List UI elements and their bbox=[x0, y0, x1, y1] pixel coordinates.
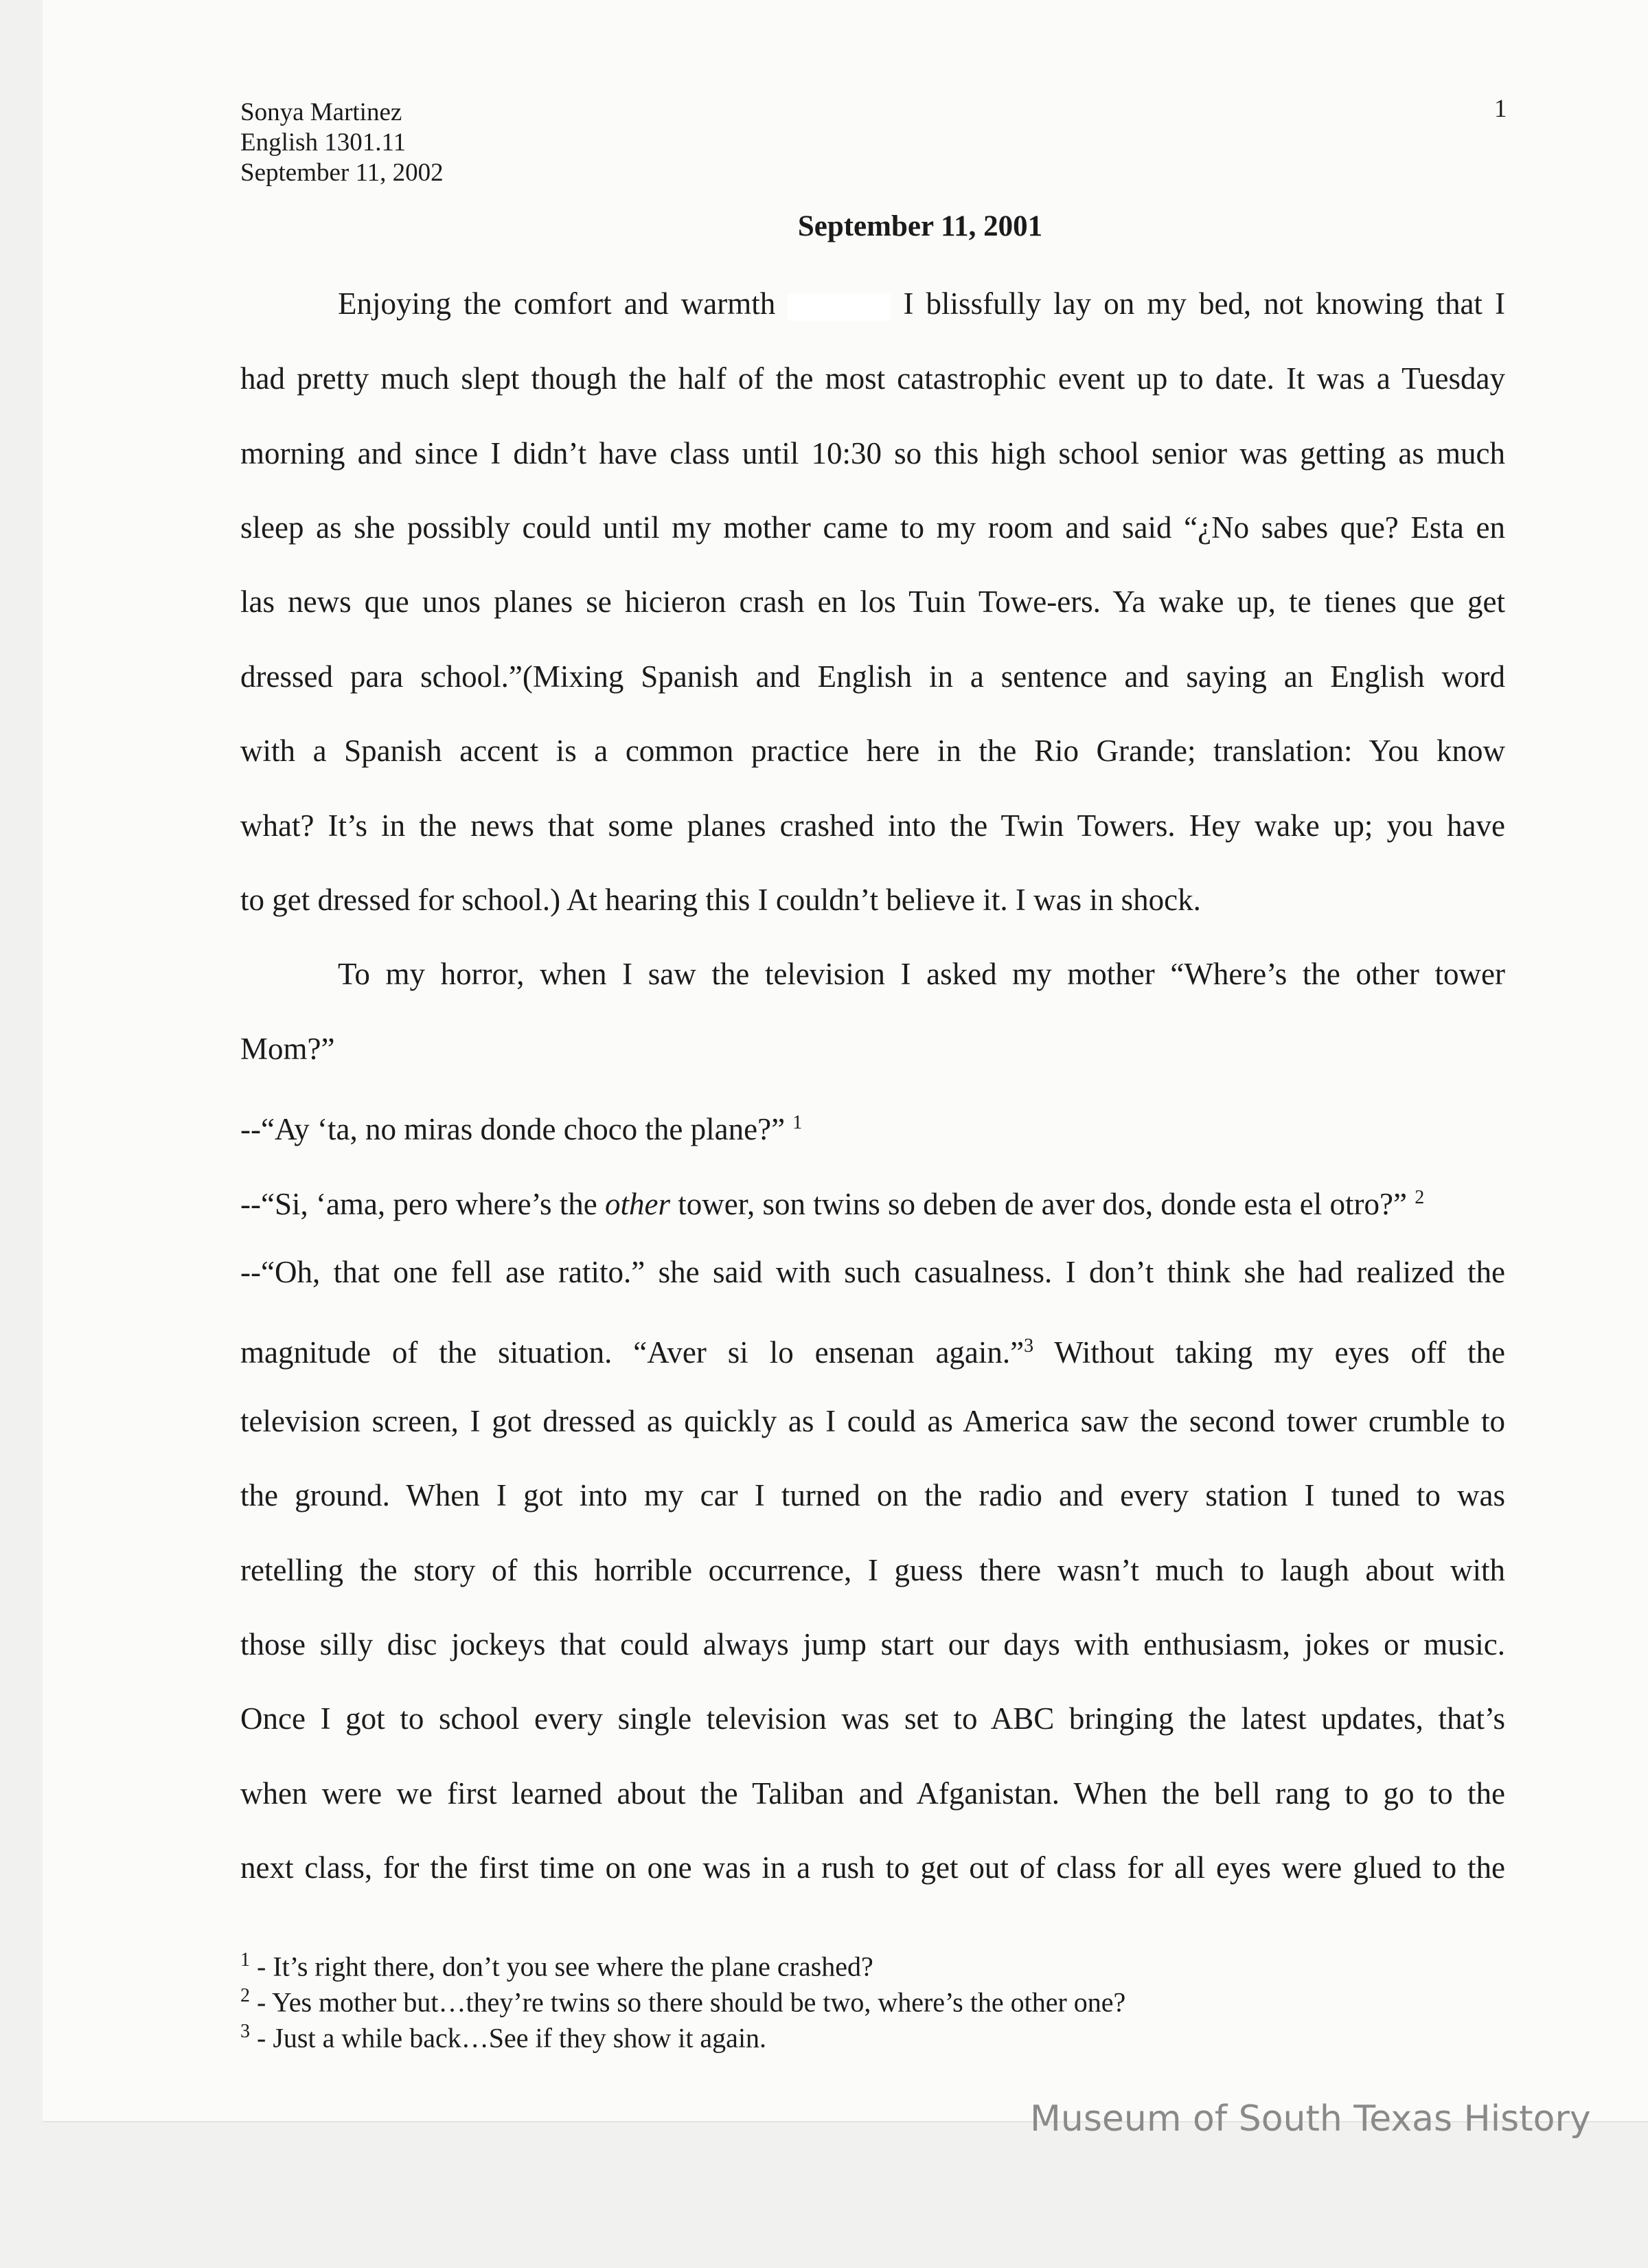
body-line: with a Spanish accent is a common practice here in the Rio Grande; translation: You know bbox=[240, 734, 1505, 768]
dialogue-text: --“Ay ‘ta, no miras donde choco the plane?” bbox=[240, 1112, 786, 1146]
footnote-text: - Just a while back…See if they show it again. bbox=[250, 2022, 767, 2054]
footnote-marker: 3 bbox=[1024, 1335, 1034, 1357]
body-text: I blissfully lay on my bed, not knowing that I bbox=[903, 286, 1506, 321]
body-text: magnitude of the situation. “Aver si lo ensenan again.” bbox=[240, 1335, 1025, 1370]
footnote-text: - Yes mother but…they’re twins so there should be two, where’s the other one? bbox=[250, 1986, 1126, 2018]
dialogue-text: tower, son twins so deben de aver dos, donde esta el otro?” bbox=[670, 1187, 1407, 1221]
footnote-text: - It’s right there, don’t you see where the plane crashed? bbox=[250, 1951, 873, 1982]
body-line: Once I got to school every single television was set to ABC bringing the latest updates, that’s bbox=[240, 1701, 1505, 1736]
body-line: --“Oh, that one fell ase ratito.” she said with such casualness. I don’t think she had realized the bbox=[240, 1255, 1505, 1289]
author-name: Sonya Martinez bbox=[240, 98, 402, 126]
body-line: had pretty much slept though the half of the most catastrophic event up to date. It was a Tuesday bbox=[240, 361, 1505, 396]
redaction-mark bbox=[788, 293, 891, 321]
body-text: Without taking my eyes off the bbox=[1033, 1335, 1505, 1370]
footnote bbox=[240, 2014, 766, 2056]
essay-title: September 11, 2001 bbox=[797, 210, 1043, 242]
body-text: Enjoying the comfort and warmth bbox=[338, 286, 776, 321]
body-line bbox=[240, 1104, 1505, 1148]
body-line: morning and since I didn’t have class until 10:30 so this high school senior was getting as much bbox=[240, 436, 1505, 470]
body-line: dressed para school.”(Mixing Spanish and English in a sentence and saying an English word bbox=[240, 659, 1505, 694]
body-line: to get dressed for school.) At hearing this I couldn’t believe it. I was in shock. bbox=[240, 883, 1201, 917]
body-line: television screen, I got dressed as quickly as I could as America saw the second tower crumble to bbox=[240, 1404, 1505, 1438]
museum-watermark: Museum of South Texas History bbox=[1030, 2098, 1591, 2140]
dialogue-text: --“Si, ‘ama, pero where’s the bbox=[240, 1187, 606, 1221]
essay-date: September 11, 2002 bbox=[240, 159, 444, 187]
body-line: sleep as she possibly could until my mother came to my room and said “¿No sabes que? Esta en bbox=[240, 510, 1505, 545]
body-line: the ground. When I got into my car I turned on the radio and every station I tuned to was bbox=[240, 1478, 1505, 1512]
footnote-number: 2 bbox=[240, 1985, 250, 2006]
footnote-marker: 2 bbox=[1415, 1187, 1425, 1208]
body-line: when were we first learned about the Taliban and Afganistan. When the bell rang to go to the bbox=[240, 1776, 1505, 1811]
italic-word: other bbox=[605, 1187, 671, 1221]
body-line: Mom?” bbox=[240, 1032, 335, 1066]
body-line: las news que unos planes se hicieron crash en los Tuin Towe-ers. Ya wake up, te tienes que get bbox=[240, 585, 1505, 619]
footnote-number: 3 bbox=[240, 2021, 250, 2042]
body-line: retelling the story of this horrible occurrence, I guess there wasn’t much to laugh about with bbox=[240, 1553, 1505, 1587]
body-line: next class, for the first time on one was in a rush to get out of class for all eyes were glued to the bbox=[240, 1850, 1505, 1885]
body-line bbox=[240, 1179, 1505, 1223]
body-line: To my horror, when I saw the television I asked my mother “Where’s the other tower bbox=[338, 957, 1505, 991]
body-line bbox=[338, 284, 1505, 323]
body-line: those silly disc jockeys that could always jump start our days with enthusiasm, jokes or music. bbox=[240, 1627, 1505, 1662]
body-line bbox=[240, 1327, 1505, 1372]
page-number: 1 bbox=[1494, 95, 1507, 123]
footnote-marker: 1 bbox=[792, 1112, 803, 1133]
body-line: what? It’s in the news that some planes crashed into the Twin Towers. Hey wake up; you have bbox=[240, 808, 1505, 843]
course-number: English 1301.11 bbox=[240, 128, 407, 157]
footnote-number: 1 bbox=[240, 1949, 250, 1971]
